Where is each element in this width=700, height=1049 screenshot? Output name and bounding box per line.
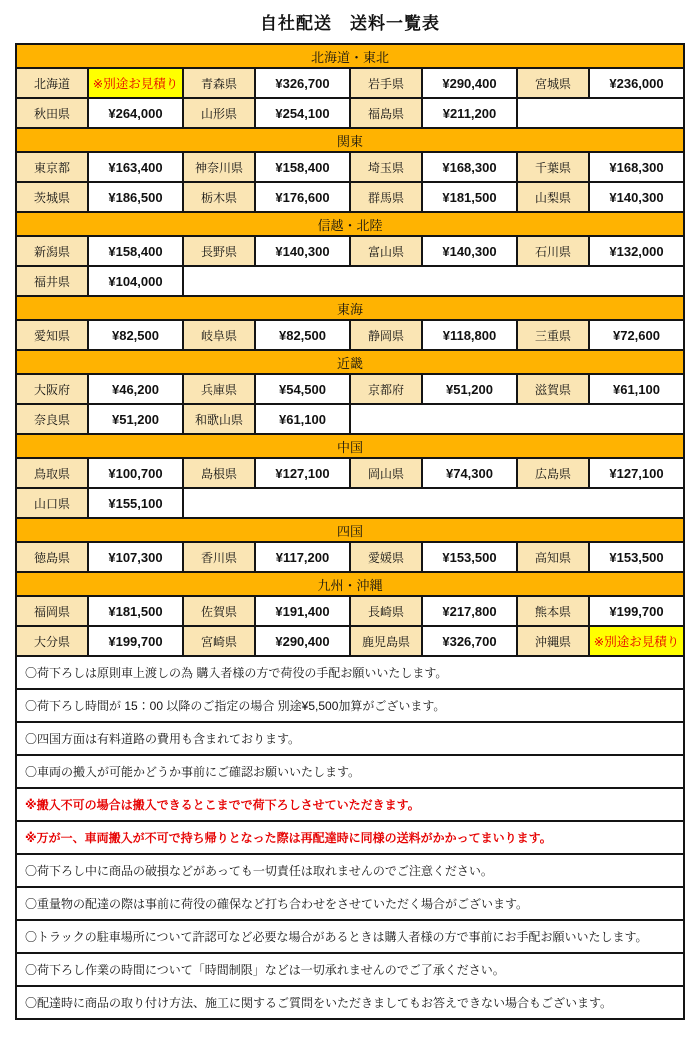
prefecture-cell: 東京都 xyxy=(16,152,88,182)
prefecture-cell: 青森県 xyxy=(183,68,255,98)
price-cell: ¥61,100 xyxy=(589,374,684,404)
note-text: 〇車両の搬入が可能かどうか事前にご確認お願いいたします。 xyxy=(16,755,684,788)
price-cell: ¥104,000 xyxy=(88,266,183,296)
price-cell: ¥153,500 xyxy=(422,542,517,572)
region-header-label: 中国 xyxy=(16,434,684,458)
price-cell: ¥186,500 xyxy=(88,182,183,212)
prefecture-cell: 茨城県 xyxy=(16,182,88,212)
fee-row xyxy=(16,596,684,626)
prefecture-cell: 宮崎県 xyxy=(183,626,255,656)
shipping-fee-table xyxy=(15,43,685,1020)
prefecture-cell: 島根県 xyxy=(183,458,255,488)
price-cell: ¥140,300 xyxy=(422,236,517,266)
note-row xyxy=(16,887,684,920)
note-row-warning xyxy=(16,821,684,854)
prefecture-cell: 沖縄県 xyxy=(517,626,589,656)
prefecture-cell: 香川県 xyxy=(183,542,255,572)
price-cell: ¥155,100 xyxy=(88,488,183,518)
prefecture-cell: 山形県 xyxy=(183,98,255,128)
prefecture-cell: 北海道 xyxy=(16,68,88,98)
region-header-label: 関東 xyxy=(16,128,684,152)
prefecture-cell: 愛知県 xyxy=(16,320,88,350)
prefecture-cell: 秋田県 xyxy=(16,98,88,128)
fee-table-body xyxy=(16,44,684,1019)
empty-cell xyxy=(517,98,684,128)
price-cell: ¥82,500 xyxy=(88,320,183,350)
fee-row xyxy=(16,488,684,518)
price-cell: ¥158,400 xyxy=(255,152,350,182)
note-text: 〇荷下ろしは原則車上渡しの為 購入者様の方で荷役の手配お願いいたします。 xyxy=(16,656,684,689)
price-cell: ¥217,800 xyxy=(422,596,517,626)
price-cell: ¥181,500 xyxy=(422,182,517,212)
prefecture-cell: 静岡県 xyxy=(350,320,422,350)
price-cell: ¥46,200 xyxy=(88,374,183,404)
region-header-label: 近畿 xyxy=(16,350,684,374)
region-header-label: 東海 xyxy=(16,296,684,320)
price-cell: ¥158,400 xyxy=(88,236,183,266)
quote-cell: ※別途お見積り xyxy=(589,626,684,656)
region-header-label: 九州・沖縄 xyxy=(16,572,684,596)
price-cell: ¥290,400 xyxy=(422,68,517,98)
prefecture-cell: 兵庫県 xyxy=(183,374,255,404)
prefecture-cell: 京都府 xyxy=(350,374,422,404)
prefecture-cell: 熊本県 xyxy=(517,596,589,626)
price-cell: ¥107,300 xyxy=(88,542,183,572)
price-cell: ¥153,500 xyxy=(589,542,684,572)
price-cell: ¥211,200 xyxy=(422,98,517,128)
prefecture-cell: 大阪府 xyxy=(16,374,88,404)
note-row xyxy=(16,986,684,1019)
prefecture-cell: 福井県 xyxy=(16,266,88,296)
prefecture-cell: 神奈川県 xyxy=(183,152,255,182)
price-cell: ¥199,700 xyxy=(589,596,684,626)
region-header-label: 北海道・東北 xyxy=(16,44,684,68)
prefecture-cell: 埼玉県 xyxy=(350,152,422,182)
prefecture-cell: 岡山県 xyxy=(350,458,422,488)
price-cell: ¥127,100 xyxy=(589,458,684,488)
price-cell: ¥140,300 xyxy=(589,182,684,212)
prefecture-cell: 鹿児島県 xyxy=(350,626,422,656)
fee-row xyxy=(16,542,684,572)
note-text: 〇配達時に商品の取り付け方法、施工に関するご質問をいただきましてもお答えできない場合もございます。 xyxy=(16,986,684,1019)
note-text: 〇荷下ろし作業の時間について「時間制限」などは一切承れませんのでご了承ください。 xyxy=(16,953,684,986)
price-cell: ¥326,700 xyxy=(422,626,517,656)
region-header-label: 四国 xyxy=(16,518,684,542)
price-cell: ¥127,100 xyxy=(255,458,350,488)
fee-row xyxy=(16,320,684,350)
region-header-row xyxy=(16,44,684,68)
prefecture-cell: 高知県 xyxy=(517,542,589,572)
prefecture-cell: 三重県 xyxy=(517,320,589,350)
prefecture-cell: 石川県 xyxy=(517,236,589,266)
prefecture-cell: 栃木県 xyxy=(183,182,255,212)
note-row xyxy=(16,722,684,755)
prefecture-cell: 千葉県 xyxy=(517,152,589,182)
price-cell: ¥191,400 xyxy=(255,596,350,626)
region-header-row xyxy=(16,296,684,320)
price-cell: ¥51,200 xyxy=(422,374,517,404)
note-row xyxy=(16,953,684,986)
prefecture-cell: 鳥取県 xyxy=(16,458,88,488)
prefecture-cell: 佐賀県 xyxy=(183,596,255,626)
note-text: 〇トラックの駐車場所について許認可など必要な場合があるときは購入者様の方で事前にお手配お願いいたします。 xyxy=(16,920,684,953)
note-row xyxy=(16,689,684,722)
note-row xyxy=(16,755,684,788)
price-cell: ¥168,300 xyxy=(589,152,684,182)
prefecture-cell: 宮城県 xyxy=(517,68,589,98)
note-text: 〇荷下ろし時間が 15：00 以降のご指定の場合 別途¥5,500加算がございます。 xyxy=(16,689,684,722)
price-cell: ¥140,300 xyxy=(255,236,350,266)
note-row-warning xyxy=(16,788,684,821)
price-cell: ¥54,500 xyxy=(255,374,350,404)
fee-row xyxy=(16,152,684,182)
region-header-label: 信越・北陸 xyxy=(16,212,684,236)
price-cell: ¥254,100 xyxy=(255,98,350,128)
prefecture-cell: 群馬県 xyxy=(350,182,422,212)
region-header-row xyxy=(16,518,684,542)
price-cell: ¥82,500 xyxy=(255,320,350,350)
note-row xyxy=(16,920,684,953)
quote-cell: ※別途お見積り xyxy=(88,68,183,98)
price-cell: ¥326,700 xyxy=(255,68,350,98)
prefecture-cell: 福岡県 xyxy=(16,596,88,626)
price-cell: ¥163,400 xyxy=(88,152,183,182)
page-title: 自社配送 送料一覧表 xyxy=(260,14,440,33)
fee-row xyxy=(16,266,684,296)
prefecture-cell: 奈良県 xyxy=(16,404,88,434)
note-text: ※搬入不可の場合は搬入できるとこまでで荷下ろしさせていただきます。 xyxy=(16,788,684,821)
price-cell: ¥176,600 xyxy=(255,182,350,212)
fee-row xyxy=(16,182,684,212)
prefecture-cell: 和歌山県 xyxy=(183,404,255,434)
note-text: 〇重量物の配達の際は事前に荷役の確保など打ち合わせをさせていただく場合がございます。 xyxy=(16,887,684,920)
empty-cell xyxy=(350,404,684,434)
empty-cell xyxy=(183,266,684,296)
price-cell: ¥264,000 xyxy=(88,98,183,128)
region-header-row xyxy=(16,128,684,152)
price-cell: ¥72,600 xyxy=(589,320,684,350)
empty-cell xyxy=(183,488,684,518)
fee-row xyxy=(16,236,684,266)
region-header-row xyxy=(16,350,684,374)
note-text: 〇荷下ろし中に商品の破損などがあっても一切責任は取れませんのでご注意ください。 xyxy=(16,854,684,887)
price-cell: ¥236,000 xyxy=(589,68,684,98)
fee-row xyxy=(16,68,684,98)
fee-row xyxy=(16,98,684,128)
note-text: ※万が一、車両搬入が不可で持ち帰りとなった際は再配達時に同様の送料がかかってまいります。 xyxy=(16,821,684,854)
prefecture-cell: 徳島県 xyxy=(16,542,88,572)
price-cell: ¥117,200 xyxy=(255,542,350,572)
price-cell: ¥132,000 xyxy=(589,236,684,266)
prefecture-cell: 山口県 xyxy=(16,488,88,518)
fee-row xyxy=(16,458,684,488)
prefecture-cell: 愛媛県 xyxy=(350,542,422,572)
price-cell: ¥181,500 xyxy=(88,596,183,626)
price-cell: ¥51,200 xyxy=(88,404,183,434)
price-cell: ¥168,300 xyxy=(422,152,517,182)
prefecture-cell: 岩手県 xyxy=(350,68,422,98)
prefecture-cell: 岐阜県 xyxy=(183,320,255,350)
prefecture-cell: 滋賀県 xyxy=(517,374,589,404)
price-cell: ¥100,700 xyxy=(88,458,183,488)
note-text: 〇四国方面は有料道路の費用も含まれております。 xyxy=(16,722,684,755)
price-cell: ¥61,100 xyxy=(255,404,350,434)
prefecture-cell: 山梨県 xyxy=(517,182,589,212)
fee-row xyxy=(16,374,684,404)
prefecture-cell: 長野県 xyxy=(183,236,255,266)
fee-row xyxy=(16,404,684,434)
prefecture-cell: 富山県 xyxy=(350,236,422,266)
region-header-row xyxy=(16,434,684,458)
note-row xyxy=(16,854,684,887)
region-header-row xyxy=(16,572,684,596)
fee-row xyxy=(16,626,684,656)
note-row xyxy=(16,656,684,689)
price-cell: ¥74,300 xyxy=(422,458,517,488)
price-cell: ¥118,800 xyxy=(422,320,517,350)
prefecture-cell: 長崎県 xyxy=(350,596,422,626)
region-header-row xyxy=(16,212,684,236)
prefecture-cell: 福島県 xyxy=(350,98,422,128)
price-cell: ¥199,700 xyxy=(88,626,183,656)
prefecture-cell: 大分県 xyxy=(16,626,88,656)
prefecture-cell: 広島県 xyxy=(517,458,589,488)
prefecture-cell: 新潟県 xyxy=(16,236,88,266)
price-cell: ¥290,400 xyxy=(255,626,350,656)
